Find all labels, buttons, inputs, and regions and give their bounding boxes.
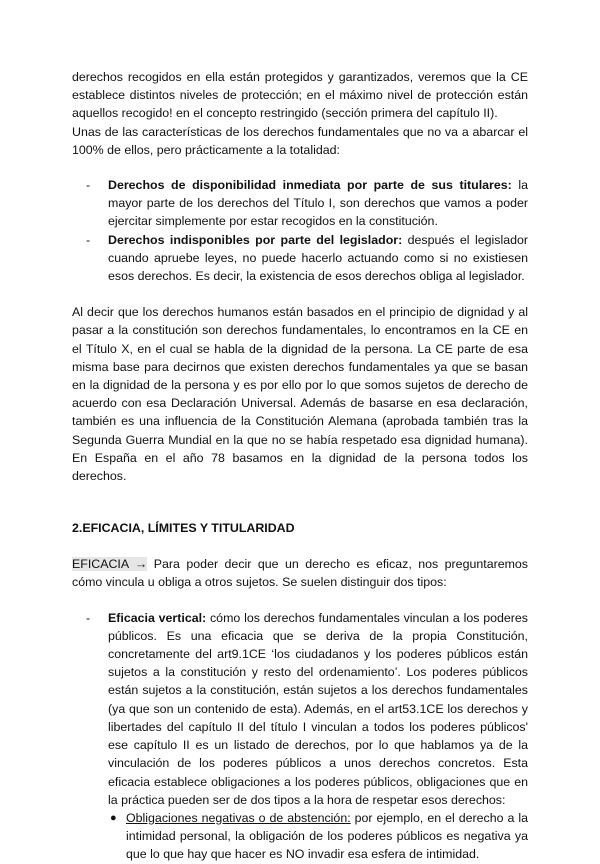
list-item bbox=[72, 231, 528, 286]
obligations-list bbox=[108, 809, 528, 864]
intro-paragraph-2: Unas de las características de los derechos fundamentales que no va a abarcar el 100% de ellos, pero prácticamente a la totalidad: bbox=[72, 124, 528, 157]
term-bold: Eficacia vertical: bbox=[108, 610, 207, 625]
sub-term: Obligaciones negativas o de abstención: bbox=[126, 810, 351, 825]
intro-paragraph: derechos recogidos en ella están protegidos y garantizados, veremos que la CE establece distintos niveles de protección; en el máximo nivel de protección están aquellos recogido! en el concepto restringido (sección primera del capítulo II). bbox=[72, 70, 528, 121]
document-page bbox=[72, 68, 528, 864]
term-bold: Derechos indisponibles por parte del legislador: bbox=[108, 232, 403, 247]
characteristics-list bbox=[72, 176, 528, 285]
dash-bullet: - bbox=[86, 178, 91, 193]
term-text: cómo los derechos fundamentales vinculan a los poderes públicos. Es una eficacia que se deriva de la propia Constitución, concretamente del art9.1CE ‘los ciudadanos y los poderes públicos están sujetos a la constitución y resto del ordenamiento’. Los poderes públicos están sujetos a la constitución, están sujetos a los derechos fundamentales (ya que son un contenido de esta). Además, en el art53.1CE los derechos y libertades del capítulo II del título I vinculan a todos los poderes públicos' ese capítulo II es un listado de derechos, por lo que hablamos ya de la vinculación de los poderes públicos a unos derechos concretos. Esta eficacia establece obligaciones a los poderes públicos, obligaciones que en la práctica pueden ser de dos tipos a la hora de respetar esos derechos: bbox=[108, 610, 528, 807]
term-text: la mayor parte de los derechos del Título I, son derechos que vamos a poder ejercitar simplemente por estar recogidos en la constitución. bbox=[108, 178, 529, 229]
eficacia-label: EFICACIA → bbox=[72, 557, 148, 572]
eficacia-paragraph bbox=[72, 555, 528, 591]
eficacia-text: Para poder decir que un derecho es eficaz, nos preguntaremos cómo vincula u obliga a otros sujetos. Se suelen distinguir dos tipos: bbox=[72, 557, 529, 590]
dash-bullet: - bbox=[86, 610, 91, 625]
sub-text: por ejemplo, en el derecho a la intimidad personal, la obligación de los poderes públicos es negativa ya que lo que hay que hacer es NO invadir esa esfera de intimidad. bbox=[126, 810, 529, 862]
list-item bbox=[72, 176, 528, 231]
term-text: después el legislador cuando apruebe leyes, no puede hacerlo actuando como si no existiesen esos derechos. Es decir, la existencia de esos derechos obliga al legislador. bbox=[108, 232, 529, 284]
dash-bullet: - bbox=[86, 232, 91, 247]
bullet-dot-icon: ● bbox=[110, 811, 117, 824]
list-item bbox=[72, 609, 528, 864]
section-heading: 2.EFICACIA, LÍMITES Y TITULARIDAD bbox=[72, 521, 295, 536]
dignity-paragraph: Al decir que los derechos humanos están basados en el principio de dignidad y al pasar a la constitución son derechos fundamentales, lo encontramos en la CE en el Título X, en el cual se habla de la dignidad de la persona. La CE parte de esa misma base para decirnos que existen derechos fundamentales ya que se basan en la dignidad de la persona y es por ello por lo que somos sujetos de derecho de acuerdo con esa Declaración Universal. Además de basarse en esa declaración, también es una influencia de la Constitución Alemana (aprobada también tras la Segunda Guerra Mundial en la que no se había respetado esa dignidad humana). En España en el año 78 basamos en la dignidad de la persona todos los derechos. bbox=[72, 305, 528, 484]
term-bold: Derechos de disponibilidad inmediata por parte de sus titulares: bbox=[108, 178, 512, 193]
eficacia-list bbox=[72, 609, 528, 864]
list-item bbox=[108, 809, 528, 864]
